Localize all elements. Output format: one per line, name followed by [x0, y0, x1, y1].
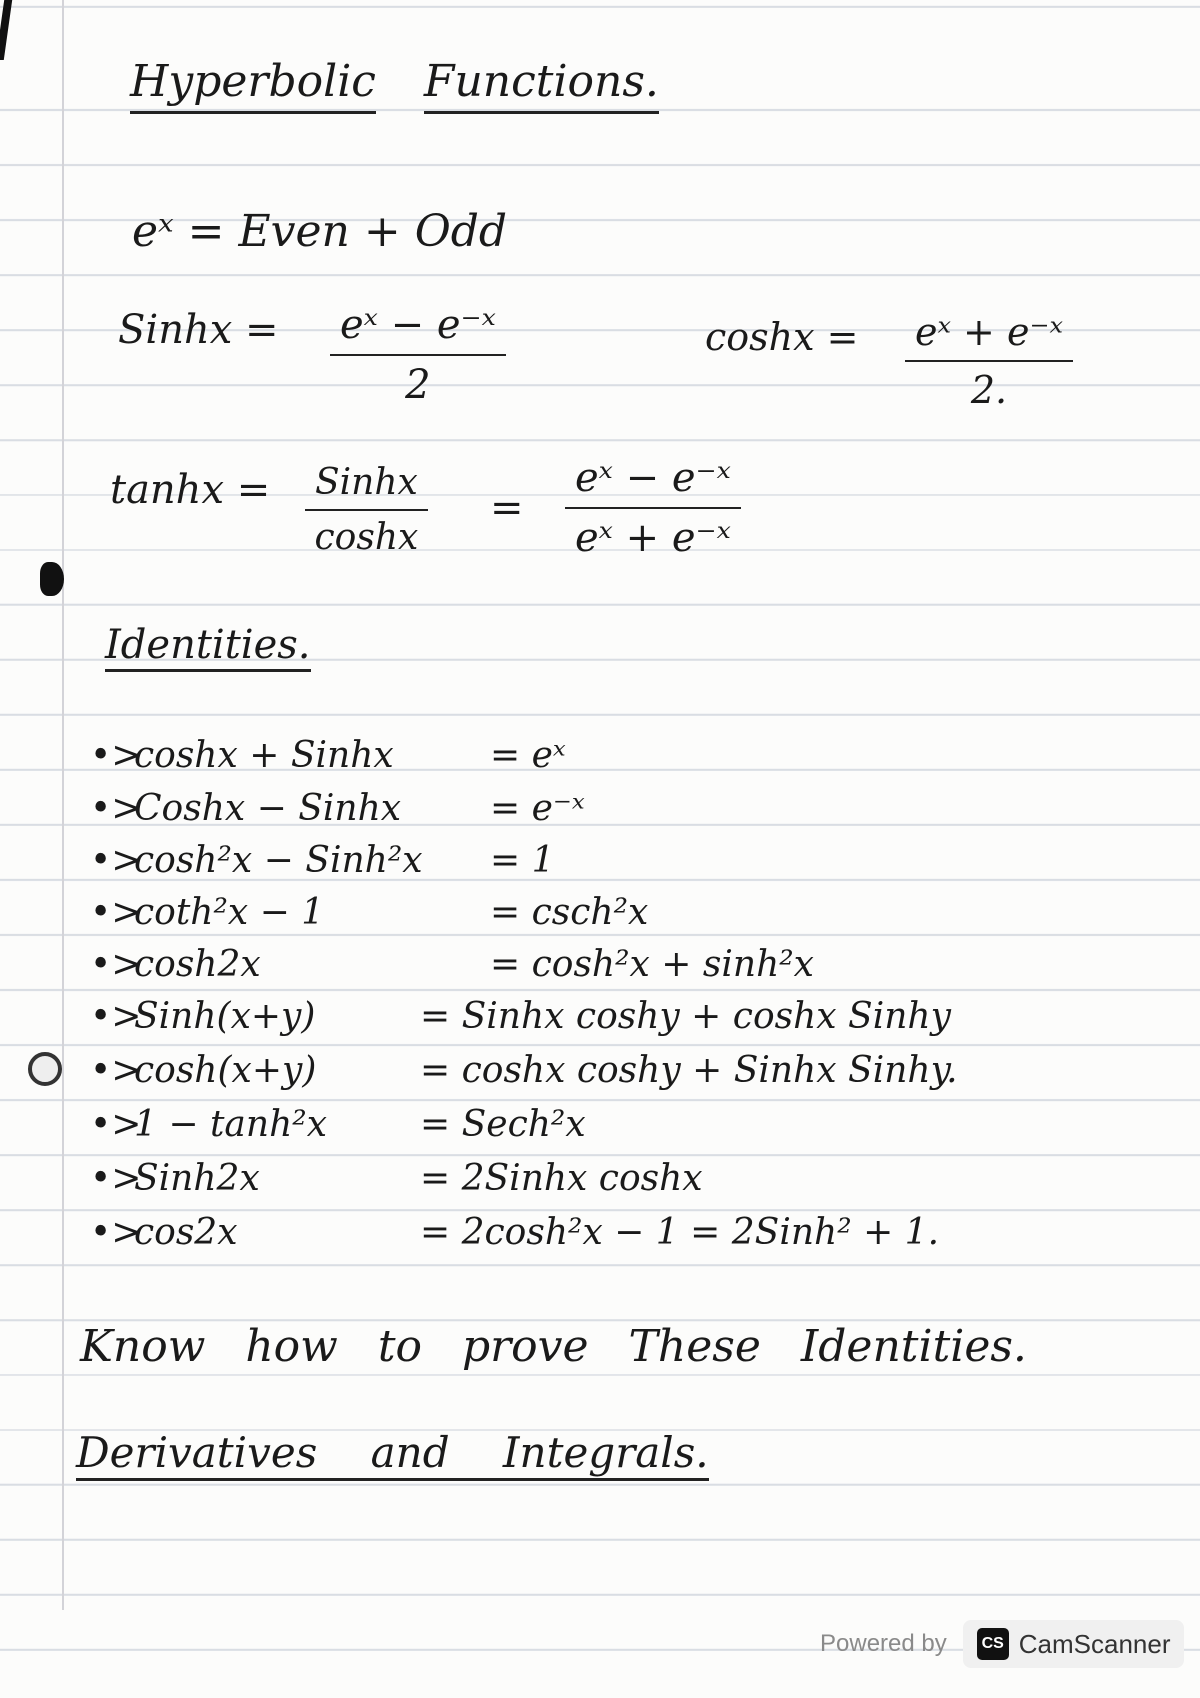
identity-row	[90, 840, 555, 881]
cosh-definition-fraction	[905, 310, 1073, 412]
tanh-ratio-denominator: coshx	[314, 517, 419, 558]
identity-rhs: = Sinhx coshy + coshx Sinhy	[420, 996, 951, 1037]
identity-lhs: coth²x − 1	[134, 892, 325, 933]
identity-rhs: = csch²x	[490, 892, 649, 933]
tanh-exponential-fraction	[565, 455, 741, 561]
tanh-equals-sign: =	[490, 485, 524, 531]
title-word-functions: Functions.	[424, 56, 659, 114]
tanh-exp-denominator: eˣ + e⁻ˣ	[575, 515, 731, 561]
title-word-hyperbolic: Hyperbolic	[130, 56, 376, 114]
identity-lhs: Sinh2x	[134, 1158, 260, 1199]
binder-hole-top	[40, 562, 64, 596]
tanh-definition-lhs: tanhx =	[110, 467, 271, 513]
cosh-numerator: eˣ + e⁻ˣ	[905, 310, 1073, 362]
identity-row	[90, 1158, 703, 1199]
identity-lhs: Sinh(x+y)	[134, 996, 316, 1037]
exponential-even-odd-line: eˣ = Even + Odd	[132, 206, 508, 257]
identity-rhs: = 2Sinhx coshx	[420, 1158, 703, 1199]
identity-rhs: = eˣ	[490, 735, 566, 776]
bullet-arrow: •>	[90, 735, 142, 776]
cosh-denominator: 2.	[970, 368, 1008, 412]
bullet-arrow: •>	[90, 892, 142, 933]
identity-lhs: coshx + Sinhx	[134, 735, 394, 776]
sinh-denominator: 2	[405, 362, 431, 408]
identity-row	[90, 788, 585, 829]
identity-row	[90, 735, 566, 776]
identity-row	[90, 1212, 940, 1253]
sinh-numerator: eˣ − e⁻ˣ	[330, 302, 506, 356]
corner-mark	[0, 0, 12, 60]
bullet-arrow: •>	[90, 1212, 142, 1253]
identity-row	[90, 892, 649, 933]
tanh-exp-numerator: eˣ − e⁻ˣ	[565, 455, 741, 509]
identity-lhs: Coshx − Sinhx	[134, 788, 402, 829]
sinh-definition-fraction	[330, 302, 506, 408]
identity-row	[90, 1104, 586, 1145]
camscanner-badge	[963, 1620, 1185, 1668]
identity-rhs: = 2cosh²x − 1 = 2Sinh² + 1.	[420, 1212, 940, 1253]
tanh-ratio-fraction	[305, 462, 428, 558]
identity-lhs: cosh2x	[134, 944, 261, 985]
bullet-arrow: •>	[90, 840, 142, 881]
bullet-arrow: •>	[90, 996, 142, 1037]
camscanner-name: CamScanner	[1018, 1628, 1171, 1659]
identity-lhs: cosh²x − Sinh²x	[134, 840, 423, 881]
derivatives-integrals-heading: Derivatives and Integrals.	[76, 1432, 709, 1481]
margin-line	[62, 0, 64, 1610]
bullet-arrow: •>	[90, 944, 142, 985]
identity-rhs: = cosh²x + sinh²x	[490, 944, 814, 985]
bullet-arrow: •>	[90, 1104, 142, 1145]
identity-row	[90, 1050, 958, 1091]
identity-lhs: cosh(x+y)	[134, 1050, 317, 1091]
identity-rhs: = Sech²x	[420, 1104, 586, 1145]
identities-heading: Identities.	[105, 625, 311, 672]
page-title	[130, 56, 659, 107]
identity-rhs: = 1	[490, 840, 555, 881]
powered-by-label: Powered by	[820, 1630, 947, 1657]
camscanner-watermark	[820, 1620, 1184, 1668]
identity-row	[90, 944, 814, 985]
prove-identities-note: Know how to prove These Identities.	[80, 1321, 1027, 1372]
sinh-definition-lhs: Sinhx =	[118, 307, 279, 353]
tanh-ratio-numerator: Sinhx	[305, 462, 428, 511]
cosh-definition-lhs: coshx =	[705, 315, 859, 359]
bullet-arrow: •>	[90, 1050, 142, 1091]
bullet-arrow: •>	[90, 1158, 142, 1199]
camscanner-logo-icon: CS	[977, 1628, 1009, 1660]
identity-lhs: cos2x	[134, 1212, 238, 1253]
identity-lhs: 1 − tanh²x	[134, 1104, 327, 1145]
identity-rhs: = e⁻ˣ	[490, 788, 585, 829]
bullet-arrow: •>	[90, 788, 142, 829]
binder-hole-bottom	[28, 1052, 62, 1086]
identity-rhs: = coshx coshy + Sinhx Sinhy.	[420, 1050, 958, 1091]
identity-row	[90, 996, 951, 1037]
